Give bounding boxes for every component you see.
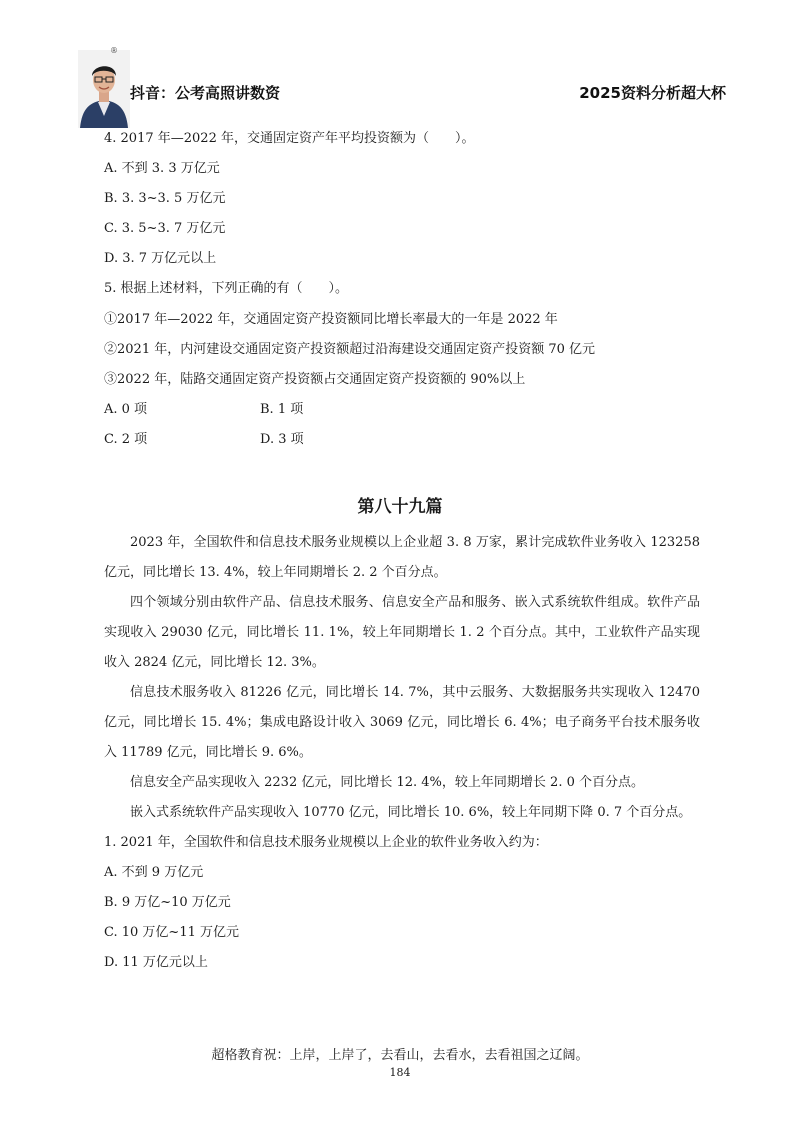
q1-option-d: D. 11 万亿元以上 bbox=[104, 955, 208, 970]
q4-option-c: C. 3. 5~3. 7 万亿元 bbox=[104, 221, 226, 236]
q5-statement-1: ①2017 年—2022 年，交通固定资产投资额同比增长率最大的一年是 2022 年 bbox=[104, 312, 558, 327]
paragraph-2: 四个领域分别由软件产品、信息技术服务、信息安全产品和服务、嵌入式系统软件组成。软件产品实现收入 29030 亿元，同比增长 11. 1%，较上年同期增长 1. 2 个百分点。其中，工业软件产品实现收入 2824 亿元，同比增长 12. 3%。 bbox=[104, 595, 700, 670]
question-1-stem: 1. 2021 年，全国软件和信息技术服务业规模以上企业的软件业务收入约为： bbox=[104, 835, 548, 850]
paragraph-4: 信息安全产品实现收入 2232 亿元，同比增长 12. 4%，较上年同期增长 2. 0 个百分点。 bbox=[130, 775, 644, 790]
q5-option-c: C. 2 项 bbox=[104, 432, 148, 447]
q1-option-a: A. 不到 9 万亿元 bbox=[104, 865, 204, 880]
header-channel: 抖音：公考高照讲数资 bbox=[130, 84, 281, 102]
header-book-title: 2025资料分析超大杯 bbox=[579, 84, 726, 102]
q5-option-a: A. 0 项 bbox=[104, 402, 148, 417]
q4-option-b: B. 3. 3~3. 5 万亿元 bbox=[104, 191, 226, 206]
q5-option-b: B. 1 项 bbox=[260, 402, 304, 417]
q1-option-b: B. 9 万亿~10 万亿元 bbox=[104, 895, 231, 910]
q4-option-d: D. 3. 7 万亿元以上 bbox=[104, 251, 217, 266]
question-4-stem: 4. 2017 年—2022 年，交通固定资产年平均投资额为（ ）。 bbox=[104, 131, 475, 146]
paragraph-3: 信息技术服务收入 81226 亿元，同比增长 14. 7%，其中云服务、大数据服务共实现收入 12470 亿元，同比增长 15. 4%；集成电路设计收入 3069 亿元，同比增长 6. 4%；电子商务平台技术服务收入 11789 亿元，同比增长 9. 6%。 bbox=[104, 685, 700, 760]
page-header bbox=[78, 46, 726, 130]
registered-mark: ® bbox=[110, 46, 118, 55]
question-5-stem: 5. 根据上述材料，下列正确的有（ ）。 bbox=[104, 281, 349, 296]
page-number: 184 bbox=[389, 1066, 411, 1079]
q5-statement-3: ③2022 年，陆路交通固定资产投资额占交通固定资产投资额的 90%以上 bbox=[104, 372, 526, 387]
q5-option-d: D. 3 项 bbox=[260, 432, 304, 447]
q4-option-a: A. 不到 3. 3 万亿元 bbox=[104, 161, 220, 176]
paragraph-1: 2023 年，全国软件和信息技术服务业规模以上企业超 3. 8 万家，累计完成软件业务收入 123258 亿元，同比增长 13. 4%，较上年同期增长 2. 2 个百分点。 bbox=[104, 535, 700, 580]
q5-statement-2: ②2021 年，内河建设交通固定资产投资额超过沿海建设交通固定资产投资额 70 亿元 bbox=[104, 342, 596, 357]
section-title: 第八十九篇 bbox=[357, 497, 443, 517]
paragraph-5: 嵌入式系统软件产品实现收入 10770 亿元，同比增长 10. 6%，较上年同期下降 0. 7 个百分点。 bbox=[130, 805, 692, 820]
author-avatar bbox=[78, 50, 130, 128]
footer-motto: 超格教育祝：上岸，上岸了，去看山，去看水，去看祖国之辽阔。 bbox=[211, 1048, 589, 1063]
q1-option-c: C. 10 万亿~11 万亿元 bbox=[104, 925, 239, 940]
